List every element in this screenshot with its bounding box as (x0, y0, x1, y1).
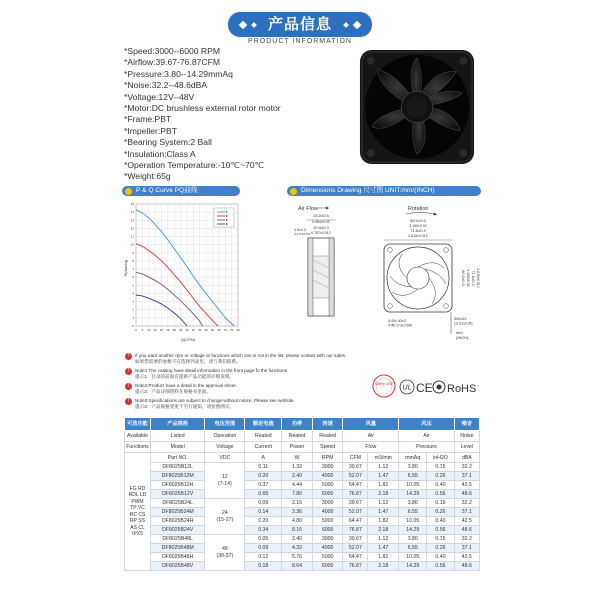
note-item (124, 383, 384, 395)
table-row: DF8025B48M 0.09 4.32 4000 52.07 1.47 6.55 0.26 37.1 (125, 544, 480, 553)
header-badge (228, 12, 372, 37)
table-row: DF8025B24L 24 (15-27) 0.09 2.16 3000 39.67 1.12 3.80 0.15 32.2 (125, 499, 480, 508)
note-text-en: Note1:The catalog have detail information in the front page fo the functions. (135, 368, 289, 373)
y-tick-label: 9 (132, 250, 134, 255)
rotation-label: Rotation (408, 206, 429, 212)
warning-icon: ! (125, 353, 132, 360)
x-tick-label: 10 (147, 328, 151, 332)
y-axis-label: P(mmAq) (123, 259, 128, 277)
y-tick-label: 14 (130, 210, 134, 215)
table-row: DF8025B12V 0.65 7.80 6000 76.87 2.18 14.29 0.56 48.6 (125, 490, 480, 499)
table-row: DF8025B24H 0.20 4.80 5000 64.47 1.82 10.05 0.40 42.5 (125, 517, 480, 526)
x-tick-label: 65 (217, 328, 221, 332)
note-text-cn: 提示1：目录的前面有提供产品功能的详细说明。 (135, 374, 235, 379)
spec-item: *Motor:DC brushless external rotor motor (124, 103, 281, 114)
section-pq-curve (122, 186, 240, 196)
page-title: 产品信息 (267, 16, 332, 33)
x-tick-label: 15 (153, 328, 157, 332)
spec-item: *Voltage:12V--48V (124, 91, 195, 102)
table-row: DF8025B12M 0.20 2.40 4000 52.07 1.47 6.55 0.26 37.1 (125, 472, 480, 481)
y-tick-label: 11 (130, 234, 134, 239)
spec-item: *Airflow:39.67-76.87CFM (124, 57, 221, 68)
notes-section (124, 353, 384, 413)
note-text-cn: 提示2：产品详细资料在规格书里面。 (135, 389, 212, 394)
table-row: DF8025B48H 0.12 5.76 5000 64.47 1.82 10.05 0.40 42.5 (125, 553, 480, 562)
note-text-en: If you want another rpm or voltage or functions which one is not in the list, please contact with our sales. (135, 353, 347, 358)
table-header-en1: Available Listed Operation Reated Reated Reated Air Air Noise (125, 431, 480, 442)
note-item (124, 398, 384, 410)
y-tick-label: 15 (130, 202, 134, 206)
spec-item: *Speed:3000--6000 RPM (124, 46, 221, 56)
note-text-cn: 提示3：产品规格变更不另行通知，请参照网页。 (135, 404, 235, 409)
ul-icon (400, 380, 414, 394)
y-tick-label: 8 (132, 258, 134, 263)
diamond-icon (251, 22, 257, 28)
x-tick-label: 45 (191, 328, 196, 332)
table-row: DF8025B12L 12 (7-14) 0.11 1.32 3000 39.67 1.12 3.80 0.15 32.2 (125, 463, 480, 472)
x-tick-label: 75 (229, 328, 234, 332)
dim-hole-spec-inch: 4-Φ0.173±0.008 (388, 323, 412, 328)
radiation-icon (125, 188, 132, 195)
safety-seal-text: Safety USE (374, 382, 394, 386)
table-header-units: FG RD RDL LD PWM TP VC RC CS RP SS AS CL IPX5 Part NO. VDC A W RPM CFM m3/min mmAq inH2O dBA (125, 453, 480, 463)
voltage-value: 24 (221, 509, 228, 516)
diamond-icon (353, 21, 361, 29)
voltage-range: (7-14) (217, 480, 232, 487)
table-header-en2: Functions Model Voltage Current Power Speed Flow Pressure Level (125, 442, 480, 453)
dim-flange: 4.5±0.3 (294, 228, 306, 232)
dim-front-width-inch: 3.150±0.02 (409, 224, 427, 228)
rohs-mark: RoHS (447, 383, 477, 395)
y-tick-label: 1 (132, 315, 134, 320)
x-tick-label: 0 (135, 328, 137, 332)
spec-item: *Impeller:PBT (124, 125, 178, 136)
functions-list: FG RD RDL LD PWM TP VC RC CS RP SS AS CL IPX5 (125, 453, 151, 571)
x-tick-label: 25 (166, 328, 170, 332)
diamond-icon (239, 21, 247, 29)
y-tick-label: 6 (132, 275, 134, 280)
radiation-icon (290, 188, 297, 195)
y-tick-label: 12 (130, 226, 134, 231)
y-tick-label: 13 (130, 218, 134, 223)
voltage-group (205, 499, 245, 535)
spec-item: *Insulation:Class A (124, 148, 196, 159)
x-tick-label: 60 (210, 328, 215, 332)
series-line-1 (136, 244, 218, 326)
ul-text: UL (402, 384, 412, 392)
section-label: Dimensions Drawing 尺寸图 UNIT:mm/(INCH) (301, 187, 435, 194)
voltage-value: 12 (221, 473, 228, 480)
dim-front-vholes: 71.5±0.3 (471, 270, 476, 286)
x-axis-label: Q(CFM) (180, 337, 196, 342)
warning-icon: ! (125, 368, 132, 375)
note-text-en: Note3:Specifications are subject to change without notice, Please see website. (135, 398, 295, 403)
y-tick-label: 10 (130, 242, 134, 247)
pq-curve-chart (122, 198, 244, 344)
x-tick-label: 5 (141, 328, 144, 332)
dim-front-vholes-inch: 2.815±0.012 (476, 268, 480, 288)
dim-front-width: 80.0±0.5 (410, 218, 426, 223)
spec-item: *Noise:32.2--48.6dBA (124, 80, 208, 91)
y-tick-label: 4 (132, 291, 134, 296)
chart-legend (214, 208, 234, 227)
voltage-group (205, 535, 245, 571)
dim-front-holes-inch: 2.815±0.012 (408, 234, 428, 238)
x-tick-label: 20 (159, 328, 164, 332)
y-tick-label: 2 (132, 307, 134, 312)
spec-item: *Operation Temperature:-10℃~70℃ (124, 160, 265, 171)
x-tick-label: 30 (172, 328, 176, 332)
dim-front-height-inch: 3.150±0.02 (466, 269, 470, 287)
diamond-icon (343, 22, 349, 28)
x-tick-label: 50 (198, 328, 202, 332)
certification-logos (372, 372, 482, 402)
note-item (124, 368, 384, 380)
dim-front-height: 80.0±0.5 (461, 270, 466, 286)
dimensions-drawing (288, 198, 478, 348)
dim-side-width-inch: 0.984±0.02 (312, 220, 330, 224)
unit-label: mm (456, 330, 463, 335)
voltage-range: (30-57) (216, 552, 234, 559)
rohs-icon (433, 381, 445, 393)
y-tick-label: 0 (132, 324, 134, 328)
air-flow-label: Air Flow (298, 206, 318, 212)
x-tick-label: 80 (236, 328, 240, 332)
safety-seal-icon (373, 375, 395, 397)
spec-item: *Pressure:3.80--14.29mmAq (124, 68, 233, 79)
table-row: DF8025B24V 0.34 8.16 6000 76.87 2.18 14.29 0.56 48.6 (125, 526, 480, 535)
spec-item: *Weight:65g (124, 171, 171, 182)
dim-lead-length-inch: (11.81±0.39) (454, 321, 473, 326)
header-title-pill (228, 12, 372, 37)
y-tick-label: 5 (132, 283, 134, 288)
dim-flange-inch: 0.177±0.012 (294, 232, 311, 236)
table-header-cn: 可选功能 产品规格 电压范围 额定电流 功率 转速 风量 风压 噪音 (125, 418, 480, 431)
dim-front-holes: 71.5±0.3 (410, 228, 426, 233)
page-subtitle: PRODUCT INFORMATION (248, 38, 352, 45)
section-dimensions (287, 186, 481, 196)
dim-side-inner-inch: 0.787±0.012 (311, 231, 331, 235)
section-label: P & Q Curve PQ曲线 (136, 187, 198, 194)
x-tick-label: 40 (185, 328, 189, 332)
dim-lead-length: 300±10 (454, 317, 467, 321)
table-row: DF8025B12H 0.37 4.44 5000 64.47 1.82 10.05 0.40 42.5 (125, 481, 480, 490)
dim-hole-spec: 4-Φ4.40±2 (388, 319, 406, 323)
x-tick-label: 35 (178, 328, 183, 332)
note-text-cn: 如果您需要的参数不在选择列表里，请与我们联系。 (135, 359, 241, 364)
table-row: DF8025B48V 0.18 8.64 6000 76.87 2.18 14.29 0.56 48.6 (125, 562, 480, 571)
table-row: DF8025B24M 0.14 3.36 4000 52.07 1.47 6.55 0.26 37.1 (125, 508, 480, 517)
dim-side-width: 25.0±0.5 (313, 213, 329, 218)
note-item (124, 353, 384, 365)
spec-table (124, 417, 480, 571)
y-tick-label: 3 (132, 299, 134, 304)
x-tick-label: 70 (223, 328, 227, 332)
voltage-range: (15-27) (216, 516, 234, 523)
warning-icon: ! (125, 383, 132, 390)
fan-product-image (358, 48, 476, 166)
voltage-group (205, 463, 245, 499)
spec-item: *Bearing System:2 Ball (124, 137, 212, 148)
ce-mark: CE (416, 381, 433, 395)
unit-inch-label: (INCH) (456, 335, 469, 340)
x-tick-label: 55 (204, 328, 208, 332)
dim-side-inner: 20.0±0.3 (313, 225, 329, 230)
y-tick-label: 7 (132, 267, 134, 272)
spec-list (124, 46, 354, 183)
spec-item: *Frame:PBT (124, 114, 172, 125)
note-text-en: Note2:Product have a detail in the approval sheet. (135, 383, 237, 388)
voltage-value: 48 (221, 545, 228, 552)
warning-icon: ! (125, 398, 132, 405)
table-row: DF8025B48L 48 (30-57) 0.05 2.40 3000 39.67 1.12 3.80 0.15 32.2 (125, 535, 480, 544)
